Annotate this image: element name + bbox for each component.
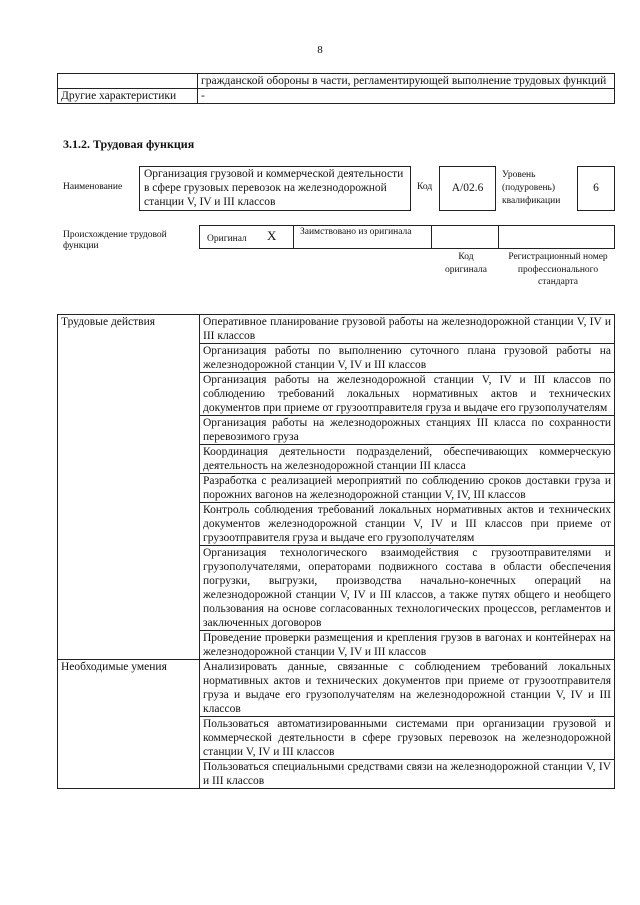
function-name-box: Организация грузовой и коммерческой деятельности в сфере грузовых перевозок на железнодорожной станции V, IV и III классов <box>139 166 411 211</box>
top-characteristics-table <box>57 73 615 104</box>
page-number: 8 <box>317 44 323 56</box>
level-value-box: 6 <box>577 166 615 211</box>
section-title: 3.1.2. Трудовая функция <box>63 137 195 151</box>
borrowed-label: Заимствовано из оригинала <box>300 227 412 237</box>
reg-number-box <box>498 225 615 249</box>
list-item: Оперативное планирование грузовой работы на железнодорожной станции V, IV и III классов <box>200 315 615 344</box>
list-item: Анализировать данные, связанные с соблюдением требований локальных нормативных актов и технических документов при приеме от грузоотправителя груза и выдаче его грузополучателям на железнодорожной станции V, IV и III классов <box>200 660 615 717</box>
list-item: Организация работы по выполнению суточного плана грузовой работы на железнодорожной станции V, IV и III классов <box>200 344 615 373</box>
reg-number-label: Регистрационный номер профессионального стандарта <box>508 252 608 287</box>
row-value: гражданской обороны в части, регламентирующей выполнение трудовых функций <box>198 74 615 89</box>
list-item: Контроль соблюдения требований локальных нормативных актов и технических документов железнодорожной станции V, IV и III классов при приеме от грузоотправителя груза и выдаче его грузополучателям <box>200 503 615 546</box>
original-mark: X <box>267 228 277 243</box>
table-row <box>58 315 615 344</box>
borrowed-box <box>293 225 432 249</box>
required-skills-label: Необходимые умения <box>58 660 200 789</box>
code-label: Код <box>417 182 433 192</box>
list-item: Организация работы на железнодорожной станции V, IV и III классов по соблюдению требований локальных нормативных актов и технических документов при приеме от грузоотправителя груза и выдаче его грузополучателям <box>200 373 615 416</box>
table-row <box>58 660 615 717</box>
code-original-box <box>431 225 499 249</box>
table-row <box>58 74 615 89</box>
list-item: Организация работы на железнодорожных станциях III класса по сохранности перевозимого груза <box>200 416 615 445</box>
table-row <box>58 89 615 104</box>
labor-actions-label: Трудовые действия <box>58 315 200 660</box>
list-item: Пользоваться специальными средствами связи на железнодорожной станции V, IV и III классов <box>200 760 615 789</box>
row-label: Другие характеристики <box>58 89 198 104</box>
list-item: Координация деятельности подразделений, обеспечивающих коммерческую деятельность на железнодорожной станции III класса <box>200 445 615 474</box>
original-label: Оригинал <box>207 234 247 244</box>
code-original-label: Код оригинала <box>445 252 487 275</box>
list-item: Разработка с реализацией мероприятий по соблюдению сроков доставки груза и порожних вагонов на железнодорожной станции V, IV, III классов <box>200 474 615 503</box>
origin-label: Происхождение трудовой функции <box>63 230 167 251</box>
name-label: Наименование <box>63 182 123 192</box>
level-label: Уровень (подуровень) квалификации <box>502 170 561 206</box>
row-label <box>58 74 198 89</box>
list-item: Проведение проверки размещения и крепления грузов в вагонах и контейнерах на железнодорожной станции V, IV и III классов <box>200 631 615 660</box>
list-item: Организация технологического взаимодействия с грузоотправителями и грузополучателями, операторами подвижного состава в области обеспечения погрузки, выгрузки, производства начально-конечных операций на железнодорожной станции V, IV и III классов, а также путях общего и необщего пользования на основе согласованных технологических процессов, регламентов и заключенных договоров <box>200 546 615 631</box>
original-box <box>199 225 294 249</box>
row-value: - <box>198 89 615 104</box>
function-details-table <box>57 314 615 789</box>
list-item: Пользоваться автоматизированными системами при организации грузовой и коммерческой деятельности в сфере грузовых перевозок на железнодорожной станции V, IV и III классов <box>200 717 615 760</box>
function-code-box: А/02.6 <box>439 166 496 211</box>
